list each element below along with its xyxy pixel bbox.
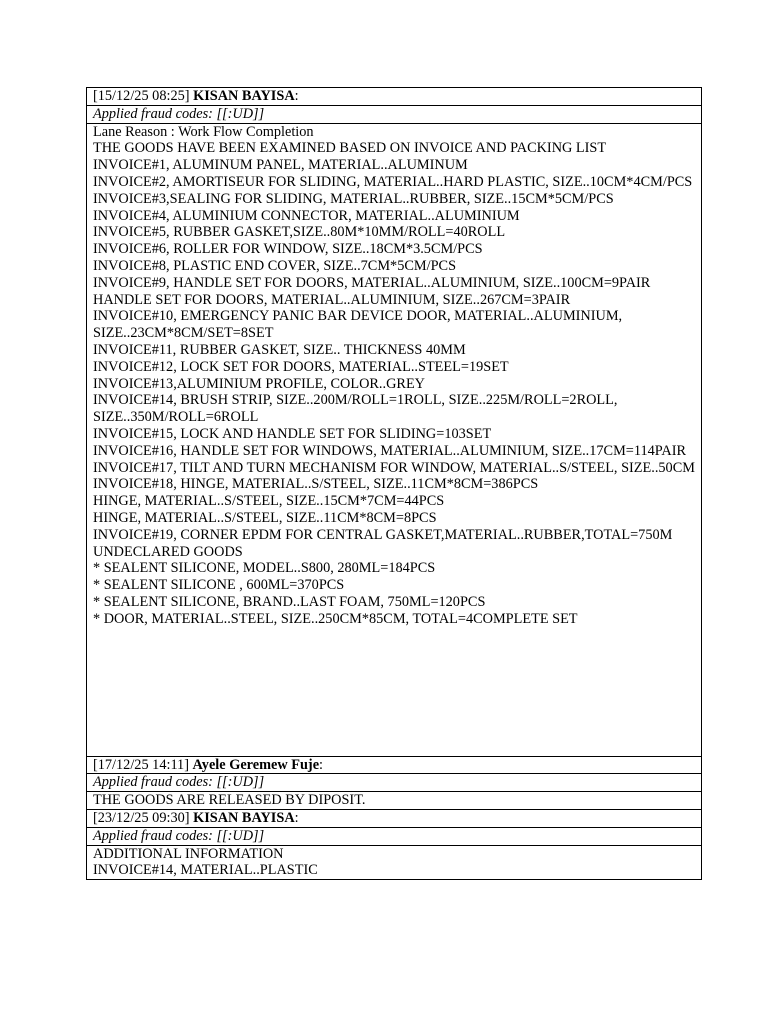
entry-body xyxy=(87,123,702,756)
entry-body-line: INVOICE#11, RUBBER GASKET, SIZE.. THICKNESS 40MM xyxy=(93,341,466,358)
entry-body-row xyxy=(87,792,702,810)
entry-header-row xyxy=(87,809,702,827)
entry-body-line: THE GOODS HAVE BEEN EXAMINED BASED ON INVOICE AND PACKING LIST xyxy=(93,140,607,157)
entry-body-line: INVOICE#13,ALUMINIUM PROFILE, COLOR..GREY xyxy=(93,375,425,392)
entry-body-line: * SEALENT SILICONE, BRAND..LAST FOAM, 750ML=120PCS xyxy=(93,593,486,610)
entry-body-line: INVOICE#12, LOCK SET FOR DOORS, MATERIAL..STEEL=19SET xyxy=(93,358,509,375)
remarks-log-table xyxy=(86,87,702,880)
entry-header: [15/12/25 08:25] KISAN BAYISA: xyxy=(87,88,702,106)
entry-body-line: INVOICE#14, BRUSH STRIP, SIZE..200M/ROLL=1ROLL, SIZE..225M/ROLL=2ROLL, SIZE..350M/ROLL=6ROLL xyxy=(93,392,618,426)
entry-body-line: INVOICE#10, EMERGENCY PANIC BAR DEVICE DOOR, MATERIAL..ALUMINIUM, SIZE..23CM*8CM/SET=8SET xyxy=(93,308,623,342)
entry-author: Ayele Geremew Fuje xyxy=(192,756,320,773)
entry-body-line: INVOICE#3,SEALING FOR SLIDING, MATERIAL..RUBBER, SIZE..15CM*5CM/PCS xyxy=(93,190,614,207)
entry-body-line: Lane Reason : Work Flow Completion xyxy=(93,123,314,140)
entry-body-line: HINGE, MATERIAL..S/STEEL, SIZE..15CM*7CM=44PCS xyxy=(93,493,445,510)
entry-header-row xyxy=(87,88,702,106)
entry-timestamp: [15/12/25 08:25] xyxy=(93,88,190,104)
entry-body-line: INVOICE#18, HINGE, MATERIAL..S/STEEL, SIZE..11CM*8CM=386PCS xyxy=(93,476,539,493)
entry-body xyxy=(87,792,702,810)
entry-body-row xyxy=(87,123,702,756)
entry-header-row xyxy=(87,756,702,774)
fraud-codes-text: Applied fraud codes: [[:UD]] xyxy=(87,774,702,792)
entry-timestamp: [23/12/25 09:30] xyxy=(93,809,190,826)
entry-header: [23/12/25 09:30] KISAN BAYISA: xyxy=(87,809,702,827)
entry-author: KISAN BAYISA xyxy=(193,88,295,104)
entry-body-line: ADDITIONAL INFORMATION xyxy=(93,845,284,862)
entry-author: KISAN BAYISA xyxy=(193,809,295,826)
entry-body-line: INVOICE#1, ALUMINUM PANEL, MATERIAL..ALUMINUM xyxy=(93,157,468,174)
entry-body-line: * SEALENT SILICONE , 600ML=370PCS xyxy=(93,577,345,594)
entry-body-line: INVOICE#16, HANDLE SET FOR WINDOWS, MATERIAL..ALUMINIUM, SIZE..17CM=114PAIR xyxy=(93,442,687,459)
entry-body-line: INVOICE#19, CORNER EPDM FOR CENTRAL GASKET,MATERIAL..RUBBER,TOTAL=750M xyxy=(93,526,673,543)
entry-body-line: INVOICE#4, ALUMINIUM CONNECTOR, MATERIAL..ALUMINIUM xyxy=(93,207,520,224)
entry-body-line: INVOICE#9, HANDLE SET FOR DOORS, MATERIAL..ALUMINIUM, SIZE..100CM=9PAIR xyxy=(93,274,651,291)
fraud-codes-row xyxy=(87,774,702,792)
entry-body-line: HINGE, MATERIAL..S/STEEL, SIZE..11CM*8CM=8PCS xyxy=(93,509,437,526)
entry-body-line: HANDLE SET FOR DOORS, MATERIAL..ALUMINIUM, SIZE..267CM=3PAIR xyxy=(93,291,571,308)
entry-body-line: * SEALENT SILICONE, MODEL..S800, 280ML=184PCS xyxy=(93,560,436,577)
entry-body-line: INVOICE#15, LOCK AND HANDLE SET FOR SLIDING=103SET xyxy=(93,425,492,442)
entry-body-line: * DOOR, MATERIAL..STEEL, SIZE..250CM*85CM, TOTAL=4COMPLETE SET xyxy=(93,610,578,627)
fraud-codes-text: Applied fraud codes: [[:UD]] xyxy=(87,827,702,845)
entry-body-line: INVOICE#2, AMORTISEUR FOR SLIDING, MATERIAL..HARD PLASTIC, SIZE..10CM*4CM/PCS xyxy=(93,173,693,190)
entry-body-line: UNDECLARED GOODS xyxy=(93,543,243,560)
entry-body-row xyxy=(87,845,702,880)
entry-body xyxy=(87,845,702,880)
fraud-codes-row xyxy=(87,827,702,845)
entry-header: [17/12/25 14:11] Ayele Geremew Fuje: xyxy=(87,756,702,774)
entry-body-line: INVOICE#5, RUBBER GASKET,SIZE..80M*10MM/ROLL=40ROLL xyxy=(93,224,506,241)
entry-body-line: INVOICE#6, ROLLER FOR WINDOW, SIZE..18CM*3.5CM/PCS xyxy=(93,241,483,258)
entry-body-line: INVOICE#17, TILT AND TURN MECHANISM FOR WINDOW, MATERIAL..S/STEEL, SIZE..50CM xyxy=(93,459,695,476)
entry-body-line: INVOICE#8, PLASTIC END COVER, SIZE..7CM*5CM/PCS xyxy=(93,257,457,274)
entry-body-line: THE GOODS ARE RELEASED BY DIPOSIT. xyxy=(93,792,366,809)
entry-timestamp: [17/12/25 14:11] xyxy=(93,756,189,773)
fraud-codes-text: Applied fraud codes: [[:UD]] xyxy=(87,105,702,123)
entry-body-line: INVOICE#14, MATERIAL..PLASTIC xyxy=(93,862,318,879)
fraud-codes-row xyxy=(87,105,702,123)
